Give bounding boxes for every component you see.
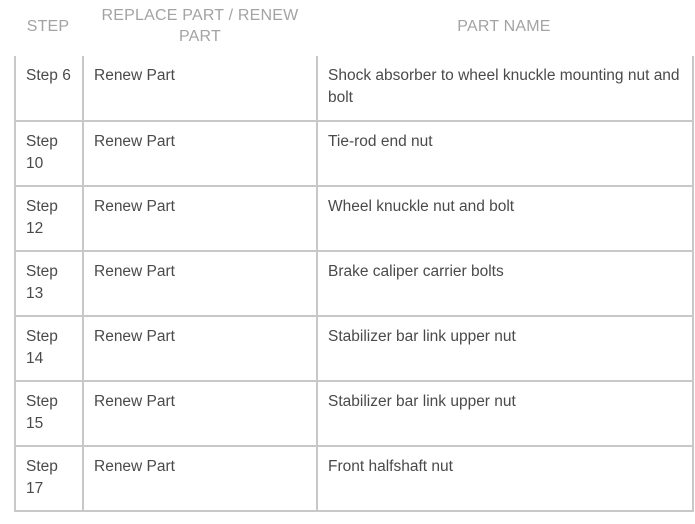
action-cell: Renew Part	[83, 316, 317, 381]
parts-table-body	[14, 56, 694, 512]
step-cell: Step 13	[15, 251, 83, 316]
action-cell: Renew Part	[83, 381, 317, 446]
header-replace-renew: REPLACE PART / RENEW PART	[101, 7, 299, 45]
step-cell: Step 6	[15, 56, 83, 121]
table-header	[14, 0, 692, 56]
part-name-cell: Shock absorber to wheel knuckle mounting nut and bolt	[317, 56, 693, 121]
step-cell: Step 12	[15, 186, 83, 251]
parts-table	[14, 0, 692, 512]
part-name-cell: Wheel knuckle nut and bolt	[317, 186, 693, 251]
part-name-cell: Brake caliper carrier bolts	[317, 251, 693, 316]
header-part-name: PART NAME	[457, 18, 551, 35]
action-cell: Renew Part	[83, 186, 317, 251]
table-row	[15, 186, 693, 251]
step-cell: Step 15	[15, 381, 83, 446]
step-cell: Step 17	[15, 446, 83, 511]
table-row	[15, 251, 693, 316]
part-name-cell: Stabilizer bar link upper nut	[317, 381, 693, 446]
table-row	[15, 56, 693, 121]
header-step: STEP	[26, 18, 70, 35]
action-cell: Renew Part	[83, 251, 317, 316]
action-cell: Renew Part	[83, 56, 317, 121]
step-cell: Step 14	[15, 316, 83, 381]
table-row	[15, 121, 693, 186]
action-cell: Renew Part	[83, 121, 317, 186]
table-row	[15, 316, 693, 381]
table-row	[15, 381, 693, 446]
table-row	[15, 446, 693, 511]
step-cell: Step 10	[15, 121, 83, 186]
part-name-cell: Stabilizer bar link upper nut	[317, 316, 693, 381]
part-name-cell: Tie-rod end nut	[317, 121, 693, 186]
part-name-cell: Front halfshaft nut	[317, 446, 693, 511]
action-cell: Renew Part	[83, 446, 317, 511]
